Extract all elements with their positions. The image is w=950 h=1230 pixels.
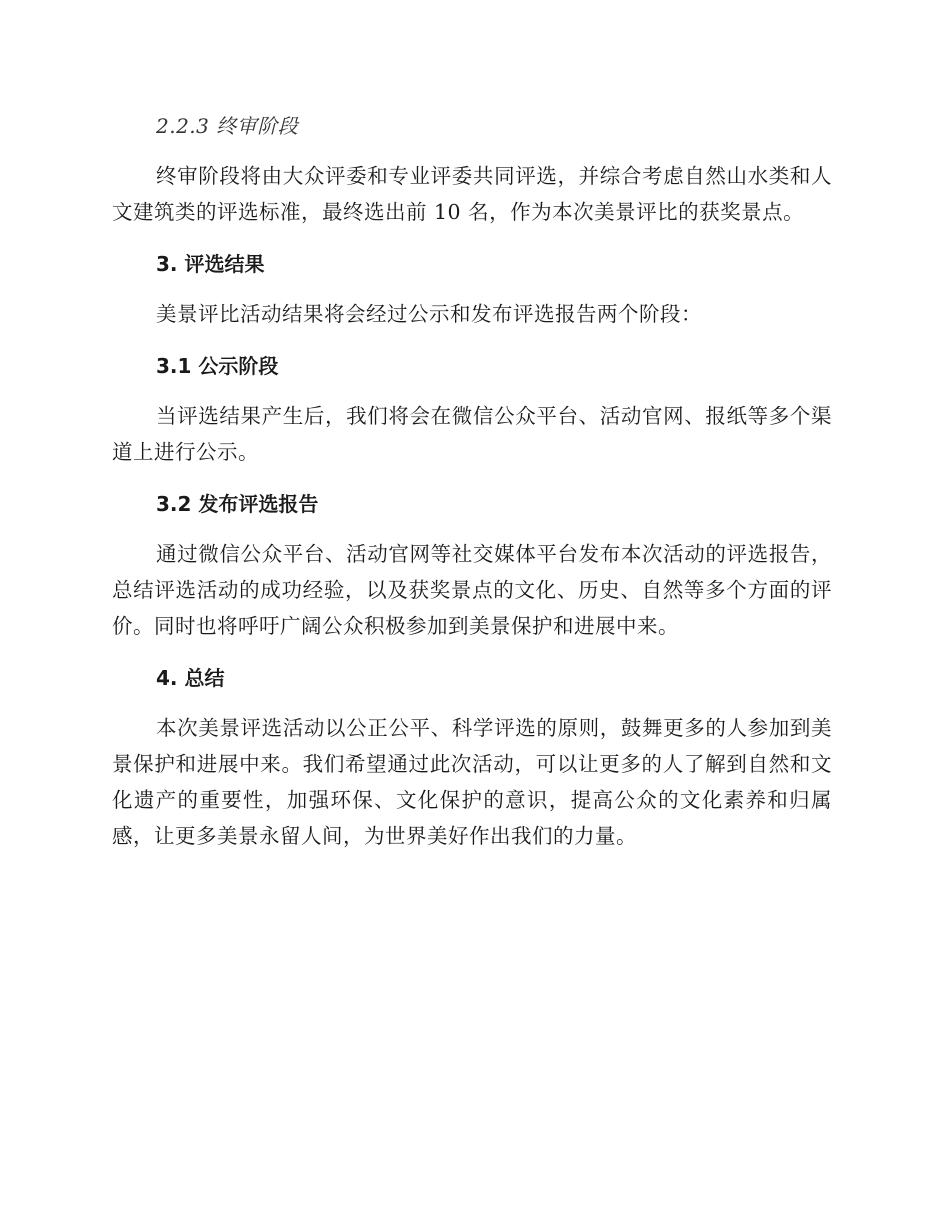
section-4-paragraph: 本次美景评选活动以公正公平、科学评选的原则，鼓舞更多的人参加到美景保护和进展中来。我们希望通过此次活动，可以让更多的人了解到自然和文化遗产的重要性，加强环保、文化保护的意识，提高公众的文化素养和归属感，让更多美景永留人间，为世界美好作出我们的力量。 <box>112 716 832 848</box>
section-2-2-3-paragraph: 终审阶段将由大众评委和专业评委共同评选，并综合考虑自然山水类和人文建筑类的评选标准，最终选出前 10 名，作为本次美景评比的获奖景点。 <box>112 164 832 224</box>
section-3-1-paragraph: 当评选结果产生后，我们将会在微信公众平台、活动官网、报纸等多个渠道上进行公示。 <box>112 404 832 464</box>
section-3-2-paragraph: 通过微信公众平台、活动官网等社交媒体平台发布本次活动的评选报告，总结评选活动的成功经验，以及获奖景点的文化、历史、自然等多个方面的评价。同时也将呼吁广阔公众积极参加到美景保护和进展中来。 <box>112 542 832 638</box>
section-3-2-heading: 3.2 发布评选报告 <box>156 492 319 516</box>
section-3-paragraph: 美景评比活动结果将会经过公示和发布评选报告两个阶段： <box>156 302 702 326</box>
section-4-heading: 4. 总结 <box>156 666 225 690</box>
document-page <box>112 108 832 854</box>
section-3-1-heading: 3.1 公示阶段 <box>156 354 279 378</box>
section-3-heading: 3. 评选结果 <box>156 252 265 276</box>
section-2-2-3-heading: 2.2.3 终审阶段 <box>156 114 299 138</box>
